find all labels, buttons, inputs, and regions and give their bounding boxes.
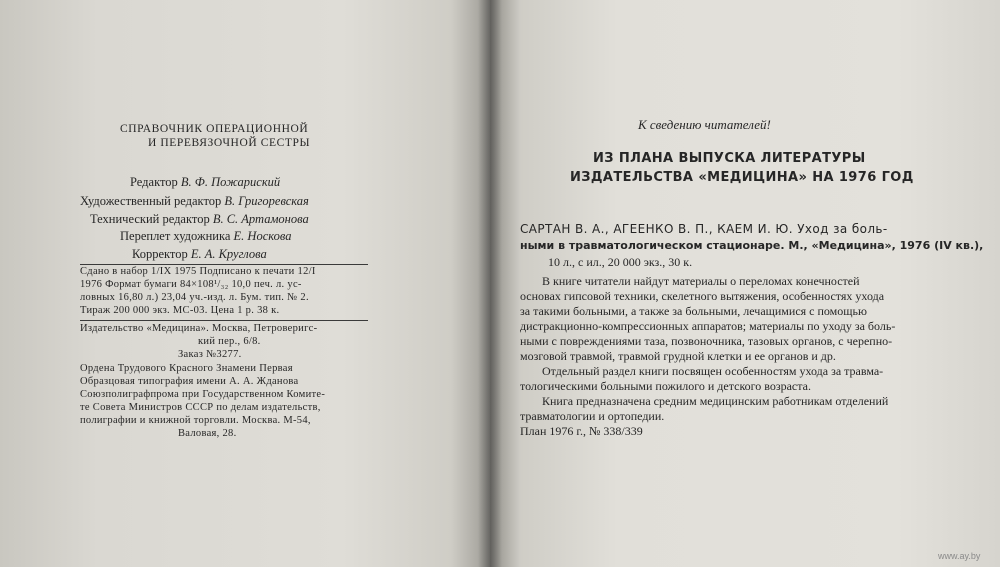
entry-title: ными в травматологическом стационаре. М., «Медицина», 1976 (IV кв.), xyxy=(520,239,984,252)
credit-cover-artist: Переплет художника Е. Носкова xyxy=(120,229,292,243)
credit-proofreader: Корректор Е. А. Круглова xyxy=(132,247,267,261)
printer-line: Образцовая типография имени А. А. Жданова xyxy=(80,376,299,387)
reader-notice: К сведению читателей! xyxy=(638,117,771,132)
imprint-line: 1976 Формат бумаги 84×108¹/₃₂ 10,0 печ. л. ус- xyxy=(80,279,302,290)
imprint-line: Сдано в набор 1/IX 1975 Подписано к печати 12/I xyxy=(80,266,316,277)
credit-editor: Редактор В. Ф. Пожариский xyxy=(130,175,281,189)
paragraph-line: мозговой травмой, травмой грудной клетки и ее органов и др. xyxy=(520,349,836,363)
printer-line: те Совета Министров СССР по делам издательств, xyxy=(80,402,321,413)
publisher-line: Заказ №3277. xyxy=(178,349,242,360)
paragraph-line: дистракционно-компрессионных аппаратов; материалы по уходу за боль- xyxy=(520,319,896,333)
credit-art-editor: Художественный редактор В. Григоревская xyxy=(80,194,309,208)
imprint-line: ловных 16,80 л.) 23,04 уч.-изд. л. Бум. тип. № 2. xyxy=(80,292,309,303)
paragraph-line: Книга предназначена средним медицинским работникам отделений xyxy=(542,394,889,408)
paragraph-line: тологическими больными пожилого и детского возраста. xyxy=(520,379,811,393)
paragraph-line: травматологии и ортопедии. xyxy=(520,409,665,423)
entry-authors: САРТАН В. А., АГЕЕНКО В. П., КАЕМ И. Ю. Уход за боль- xyxy=(520,222,888,236)
credit-tech-editor: Технический редактор В. С. Артамонова xyxy=(90,212,309,226)
imprint-line: Тираж 200 000 экз. МС-03. Цена 1 р. 38 к. xyxy=(80,305,280,316)
paragraph-line: основах гипсовой техники, скелетного вытяжения, особенностях ухода xyxy=(520,289,885,303)
right-page xyxy=(490,0,1000,567)
left-page xyxy=(0,0,490,567)
paragraph-line: Отдельный раздел книги посвящен особенностям ухода за травма- xyxy=(542,364,884,378)
plan-heading-line-2: ИЗДАТЕЛЬСТВА «МЕДИЦИНА» НА 1976 ГОД xyxy=(570,170,914,185)
publisher-line: Издательство «Медицина». Москва, Петроверигс- xyxy=(80,323,318,334)
entry-details: 10 л., с ил., 20 000 экз., 30 к. xyxy=(548,255,693,269)
book-gutter xyxy=(478,0,502,567)
watermark: www.ay.by xyxy=(938,551,981,561)
divider-top xyxy=(80,264,368,265)
printer-line: Союзполиграфпрома при Государственном Комите- xyxy=(80,389,326,400)
plan-heading-line-1: ИЗ ПЛАНА ВЫПУСКА ЛИТЕРАТУРЫ xyxy=(593,151,866,166)
publisher-line: кий пер., 6/8. xyxy=(198,336,261,347)
printer-line: Ордена Трудового Красного Знамени Первая xyxy=(80,363,293,374)
printer-line: Валовая, 28. xyxy=(178,428,237,439)
paragraph-line: за такими больными, а также за больными, лечащимися с помощью xyxy=(520,304,867,318)
book-title-line-2: И ПЕРЕВЯЗОЧНОЙ СЕСТРЫ xyxy=(148,137,311,149)
book-title-line-1: СПРАВОЧНИК ОПЕРАЦИОННОЙ xyxy=(120,123,309,135)
paragraph-line: В книге читатели найдут материалы о переломах конечностей xyxy=(542,274,860,288)
divider-middle xyxy=(80,320,368,321)
paragraph-line: ными с повреждениями таза, позвоночника, тазовых органов, с черепно- xyxy=(520,334,893,348)
printer-line: полиграфии и книжной торговли. Москва. М-54, xyxy=(80,415,311,426)
plan-number: План 1976 г., № 338/339 xyxy=(520,424,643,438)
